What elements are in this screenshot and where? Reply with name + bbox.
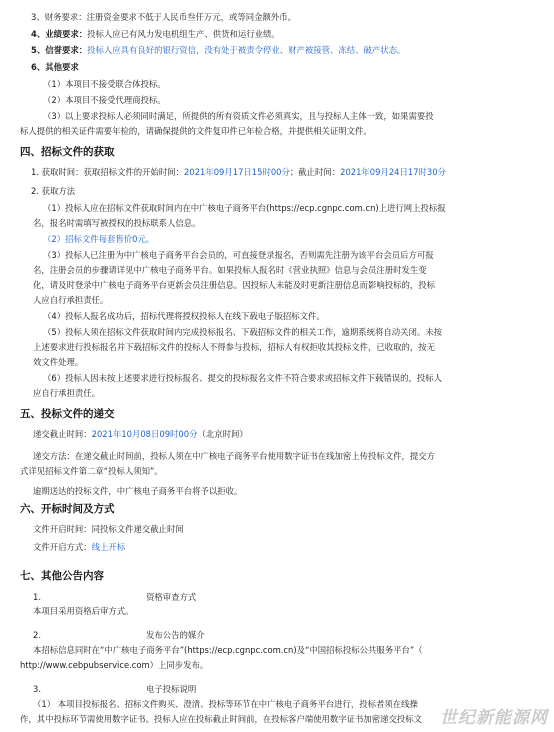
text: 文件开启时间：同投标文件递交截止时间	[33, 524, 184, 534]
method-item-5	[43, 327, 442, 338]
end-time: 2021年09月24日17时30分	[340, 167, 446, 177]
start-time: 2021年09月17日15时00分	[184, 167, 290, 177]
opening-method-value: 线上开标	[91, 542, 126, 552]
performance-requirement	[31, 29, 280, 40]
method-item-1	[43, 203, 446, 214]
text: （1）投标人应在招标文件获取时间内在中广核电子商务平台(https://ecp.cgnpc.com.cn)上进行网上投标报	[43, 203, 446, 213]
text: 标人提供的相关证件需要年检的，请确保提供的文件复印件已年检合格，并提供相关证明文件。	[20, 126, 372, 136]
text: 递交截止时间：	[33, 429, 92, 439]
text: 递交方法：在递交截止时间前，投标人须在中广核电子商务平台使用数字证书在线加密上传投标文件，提交方	[33, 451, 435, 461]
submit-method-cont	[20, 466, 163, 477]
item-1-title	[146, 592, 196, 603]
text: 化，请及时登录中广核电子商务平台更新会员注册信息。因投标人未能及时更新注册信息而影响投标的，投标	[33, 280, 435, 290]
text: （2）本项目不接受代理商投标。	[43, 95, 166, 105]
section-heading-6	[20, 504, 115, 515]
opening-method	[33, 542, 125, 553]
method-item-6	[43, 373, 442, 384]
method-item-3-cont	[33, 295, 108, 306]
text: 名，报名时需填写被授权的投标联系人信息。	[33, 218, 201, 228]
text: 投标人应已有风力发电机组生产、供货和运行业绩。	[87, 29, 280, 39]
item-2-body-cont	[20, 660, 208, 671]
text: 6、其他要求	[31, 62, 79, 72]
section-heading-7	[20, 571, 104, 582]
section-heading-4	[20, 147, 115, 158]
item-3-body-cont	[20, 714, 422, 725]
method-item-5-cont	[33, 357, 83, 368]
section-heading-5	[20, 409, 115, 420]
item-1-number	[33, 592, 41, 603]
text: 应自行承担责任。	[33, 388, 100, 398]
item-3-number	[33, 684, 41, 695]
text: 四、招标文件的获取	[20, 146, 115, 158]
text: 七、其他公告内容	[20, 570, 104, 582]
text: http://www.cebpubservice.com）上同步发布。	[20, 660, 209, 670]
method-item-4	[43, 311, 325, 322]
requirement-item-2	[43, 95, 166, 106]
text: 本招标信息同时在“中广核电子商务平台”(https://ecp.cgnpc.com.cn)及“中国招标投标公共服务平台”（	[33, 645, 423, 655]
text: 电子投标说明	[146, 684, 197, 694]
acquire-method-heading	[31, 186, 75, 197]
finance-requirement	[31, 12, 296, 23]
text: 投标人应具有良好的银行资信，没有处于被责令停业、财产被接管、冻结、破产状态。	[87, 45, 406, 55]
text: 2.	[33, 630, 41, 640]
text: 1. 获取时间：获取招标文件的开始时间：	[31, 167, 185, 177]
requirement-item-3	[43, 111, 434, 122]
text: 逾期送达的投标文件，中广核电子商务平台将予以拒收。	[33, 486, 243, 496]
other-requirements-heading	[31, 62, 79, 73]
text: 式详见招标文件第二章“投标人须知”。	[20, 466, 163, 476]
text: 发布公告的媒介	[146, 630, 205, 640]
method-item-6-cont	[33, 388, 100, 399]
method-item-3-cont	[33, 280, 435, 291]
label: 4、业绩要求：	[31, 29, 88, 39]
text: 六、开标时间及方式	[20, 503, 115, 515]
text: 人应自行承担责任。	[33, 295, 109, 305]
deadline-value: 2021年10月08日09时00分	[91, 429, 198, 439]
requirement-item-3-cont	[20, 126, 372, 137]
text: 五、投标文件的递交	[20, 408, 115, 420]
item-3-body	[33, 699, 418, 710]
watermark-text: 世纪新能源网	[440, 708, 548, 728]
method-item-2	[43, 234, 154, 245]
text: （北京时间）	[197, 429, 248, 439]
text: ；截止时间：	[289, 167, 341, 177]
acquire-time	[31, 167, 446, 178]
submit-method	[33, 451, 435, 462]
text: 作，其中投标环节需使用数字证书。投标人应在投标截止时间前，在投标客户端使用数字证书加密递交投标文	[20, 714, 422, 724]
method-item-3	[43, 250, 434, 261]
text: （3）投标人已注册为中广核电子商务平台会员的，可直接登录报名，否则需先注册为该平台会员后方可报	[43, 250, 434, 260]
text: 上述要求进行投标报名并下载招标文件的投标人不得参与投标，招标人有权拒收其投标文件，已收取的，按无	[33, 342, 435, 352]
submit-deadline	[33, 429, 248, 440]
text: 3、财务要求：注册资金要求不低于人民币叁仟万元，或等同金额外币。	[31, 12, 296, 22]
item-2-body	[33, 645, 423, 656]
text: （1） 本项目投标报名、招标文件购买、澄清、投标等环节在中广核电子商务平台进行，投标者须在线操	[33, 699, 418, 709]
text: 本项目采用资格后审方式。	[33, 606, 134, 616]
method-item-3-cont	[33, 265, 427, 276]
text: （4）投标人报名成功后，招标代理将授权投标人在线下载电子版招标文件。	[43, 311, 325, 321]
text: 效文件处理。	[33, 357, 84, 367]
credit-requirement	[31, 45, 405, 56]
label: 5、信誉要求：	[31, 45, 88, 55]
item-2-title	[146, 630, 205, 641]
text: （2）招标文件每套售价0元。	[43, 234, 155, 244]
text: 2. 获取方法	[31, 186, 76, 196]
text: 文件开启方式：	[33, 542, 92, 552]
text: （6）投标人因未按上述要求进行投标报名、提交的投标报名文件不符合要求或招标文件下载错误的，投标人	[43, 373, 442, 383]
text: 名，注册会员的步骤请详见中广核电子商务平台。如果投标人报名时《营业执照》信息与会员注册时发生变	[33, 265, 427, 275]
requirement-item-1	[43, 79, 166, 90]
text: 1.	[33, 592, 41, 602]
method-item-1-cont	[33, 218, 201, 229]
opening-time	[33, 524, 184, 535]
method-item-5-cont	[33, 342, 435, 353]
text: 3.	[33, 684, 41, 694]
item-1-body	[33, 606, 134, 617]
text: （3）以上要求投标人必须同时满足，所提供的所有资质文件必须真实，且与投标人主体一致，如果需要投	[43, 111, 434, 121]
text: （5）投标人须在招标文件获取时间内完成投标报名、下载招标文件的相关工作，逾期系统将自动关闭。未按	[43, 327, 442, 337]
watermark	[440, 703, 548, 728]
text: （1）本项目不接受联合体投标。	[43, 79, 166, 89]
late-submission	[33, 486, 242, 497]
text: 资格审查方式	[146, 592, 197, 602]
item-2-number	[33, 630, 41, 641]
item-3-title	[146, 684, 196, 695]
